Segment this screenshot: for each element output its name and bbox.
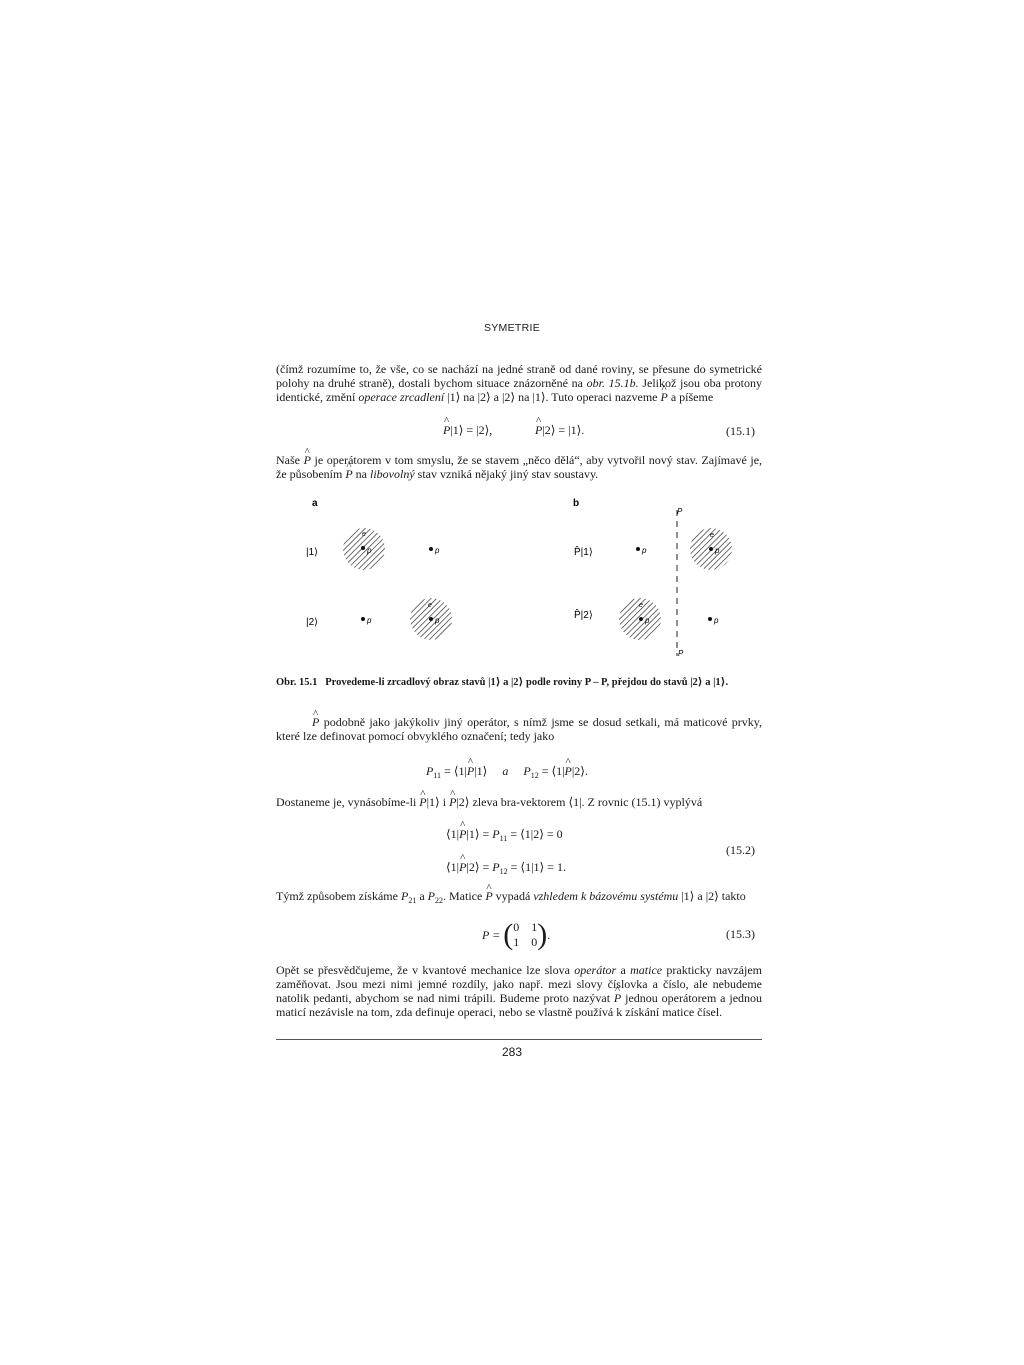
figure-caption: Obr. 15.1 Provedeme-li zrcadlový obraz stavů |1⟩ a |2⟩ podle roviny P – P, přejdou do stavů |2⟩ a |1⟩. [276,677,729,688]
equation-15-3: P = ( 0 1 1 0 ) . [482,918,551,951]
electron-label: e [710,532,714,539]
proton-dot [429,547,433,551]
operator-p: ^ P [660,390,667,404]
panel-a-label: a [312,498,318,509]
plane-label-bottom: P [678,649,684,658]
equation-15-2-line-2: ⟨1|^ P|2⟩ = $P_{12}$ = ⟨1|1⟩ = 1. [446,860,566,876]
footer-rule [276,1039,762,1040]
proton-dot [361,546,365,550]
proton-dot [708,617,712,621]
proton-dot [429,617,433,621]
svg-text:p: p [714,616,719,625]
page-number: 283 [501,1045,523,1059]
svg-text:p: p [367,546,372,555]
p-state-2-label: P̂|2⟩ [574,610,593,621]
plane-label-top: P [677,507,683,516]
svg-text:p: p [435,616,440,625]
figure-15-1 [290,490,750,666]
electron-label: e [428,602,432,609]
svg-text:p: p [645,616,650,625]
paragraph-3: ^ P podobně jako jakýkoliv jiný operátor, s nímž jsme se dosud setkali, má maticové prvky, které lze definovat pomocí obvyklého označení; tedy jako [276,715,762,743]
svg-text:p: p [642,546,647,555]
equation-number-15-2: (15.2) [726,843,755,857]
panel-b-label: b [573,498,580,509]
p-state-1-label: P̂|1⟩ [574,547,593,558]
paragraph-4: Dostaneme je, vynásobíme-li ^ P|1⟩ i ^ P|2⟩ zleva bra-vektorem ⟨1|. Z rovnic (15.1) vyplývá [276,795,762,809]
equation-number-15-3: (15.3) [726,927,755,941]
state-2-label: |2⟩ [306,617,319,628]
electron-label: e [362,531,366,538]
equation-number-15-1: (15.1) [726,424,755,438]
svg-text:p: p [367,616,372,625]
proton-dot [709,547,713,551]
paragraph-5: Týmž způsobem získáme $P_{21}$ a $P_{22}$. Matice ^ P vypadá vzhledem k bázovému systému |1⟩ a |2⟩ takto [276,889,762,908]
proton-dot [361,617,365,621]
equation-15-1-left: ^ P|1⟩ = |2⟩, [443,423,492,438]
term-mirror-operation: operace zrcadlení [358,390,445,404]
paragraph-6: Opět se přesvědčujeme, že v kvantové mechanice lze slova operátor a matice prakticky navzájem zaměňovat. Jsou mezi nimi jemné rozdíly, jako např. mezi slovy číslovka a číslo, ale nebudeme natolik pedanti, abychom se nad nimi trápili. Budeme proto nazývat ^ P jednou operátorem a jednou maticí nezávisle na tom, zda definuje operaci, nebo se vlastně používá k získání matice čísel. [276,963,762,1019]
paragraph-1: (čímž rozumíme to, že vše, co se nachází na jedné straně od dané roviny, se přesune do symetrické polohy na druhé straně), dostali bychom situace znázorněné na obr. 15.1b. Jelikož jsou oba protony identické, změní operace zrcadlení |1⟩ na |2⟩ a |2⟩ na |1⟩. Tuto operaci nazveme ^ P a píšeme [276,362,762,404]
paragraph-2: Naše ^ P je operátorem v tom smyslu, že se stavem „něco dělá“, aby vytvořil nový stav. Zajímavé je, že působením ^ P na libovolný stav vzniká nějaký jiný stav soustavy. [276,453,762,481]
state-1-label: |1⟩ [306,547,319,558]
equation-15-2-line-1: ⟨1|^ P|1⟩ = $P_{11}$ = ⟨1|2⟩ = 0 [446,827,563,843]
equation-15-1-right: ^ P|2⟩ = |1⟩. [535,423,584,438]
matrix-p: 0 1 1 0 [513,920,538,949]
running-header: SYMETRIE [483,322,541,334]
svg-text:p: p [715,546,720,555]
matrix-element-definitions: $P_{11}$ = ⟨1|^ P|1⟩ a $P_{12}$ = ⟨1|^ P|2⟩. [426,764,588,780]
proton-dot [636,547,640,551]
figure-reference: obr. 15.1b. [586,376,639,390]
svg-text:p: p [435,546,440,555]
electron-label: e [639,602,643,609]
proton-dot [639,617,643,621]
